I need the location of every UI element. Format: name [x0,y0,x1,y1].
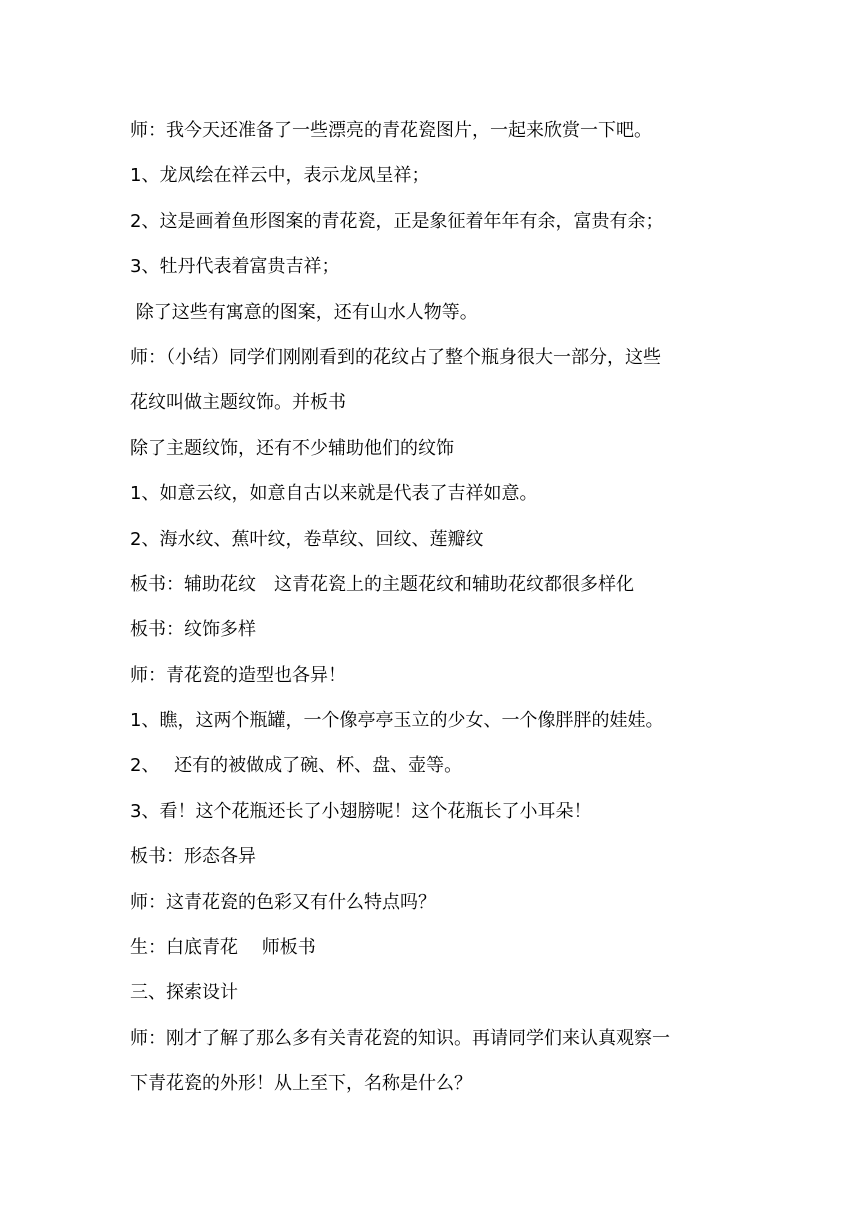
paragraph-line: 2、 还有的被做成了碗、杯、盘、壶等。 [130,755,463,777]
paragraph-line: 师：青花瓷的造型也各异！ [130,664,346,686]
paragraph-line: 师：刚才了解了那么多有关青花瓷的知识。再请同学们来认真观察一 [130,1027,670,1049]
paragraph-line: 师：我今天还准备了一些漂亮的青花瓷图片，一起来欣赏一下吧。 [130,120,652,141]
paragraph-line: 除了主题纹饰，还有不少辅助他们的纹饰 [130,437,454,459]
paragraph-line: 2、这是画着鱼形图案的青花瓷，正是象征着年年有余，富贵有余； [130,210,664,232]
paragraph-line: 师：（小结）同学们刚刚看到的花纹占了整个瓶身很大一部分，这些 [130,346,661,368]
section-heading: 三、探索设计 [130,982,238,1004]
paragraph-line: 师：这青花瓷的色彩又有什么特点吗？ [130,891,436,913]
paragraph-line: 板书：辅助花纹 这青花瓷上的主题花纹和辅助花纹都很多样化 [130,573,634,595]
paragraph-line: 1、瞧，这两个瓶罐，一个像亭亭玉立的少女、一个像胖胖的娃娃。 [130,710,664,732]
paragraph-line: 3、看！这个花瓶还长了小翅膀呢！这个花瓶长了小耳朵！ [130,800,592,822]
paragraph-line: 2、海水纹、蕉叶纹，卷草纹、回纹、莲瓣纹 [130,528,484,550]
paragraph-line: 板书：纹饰多样 [130,619,256,641]
paragraph-line: 1、龙凤绘在祥云中，表示龙凤呈祥； [130,165,430,187]
paragraph-line: 3、牡丹代表着富贵吉祥； [130,256,340,278]
paragraph-line: 1、如意云纹，如意自古以来就是代表了吉祥如意。 [130,483,538,505]
document-body [130,108,730,1107]
paragraph-line: 生：白底青花 师板书 [130,937,316,959]
paragraph-line: 下青花瓷的外形！从上至下，名称是什么？ [130,1073,472,1095]
paragraph-line: 除了这些有寓意的图案，还有山水人物等。 [130,301,478,323]
paragraph-line: 板书：形态各异 [130,846,256,868]
paragraph-line: 花纹叫做主题纹饰。并板书 [130,392,346,414]
